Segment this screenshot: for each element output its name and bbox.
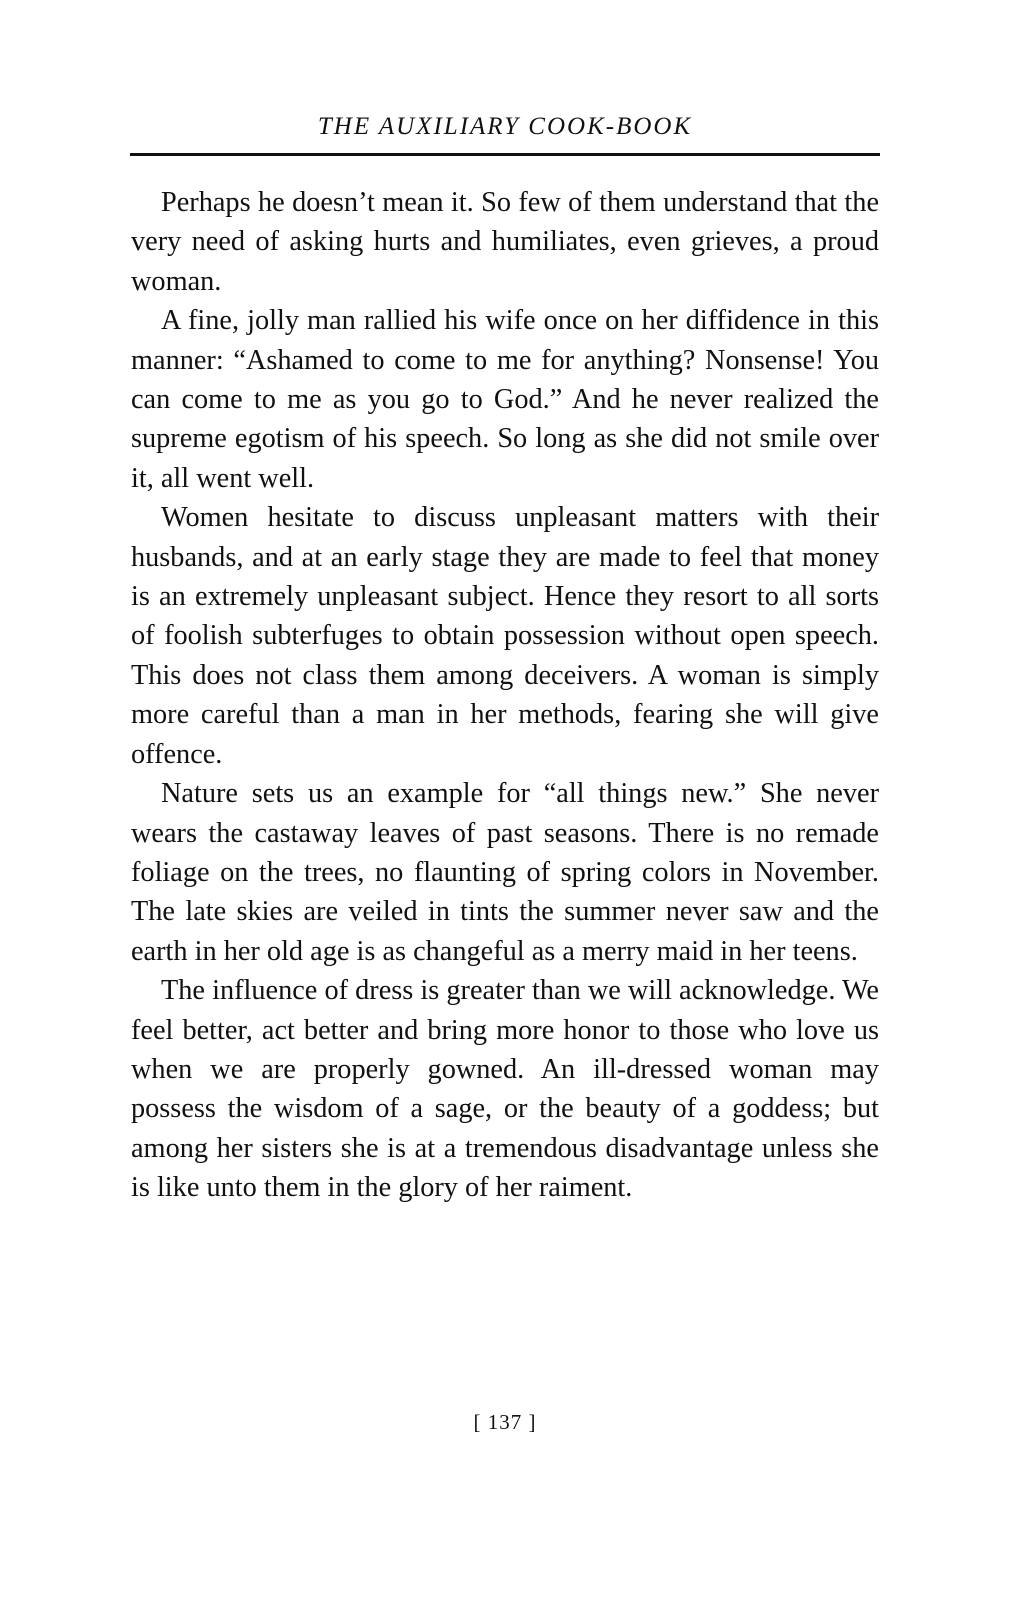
page-number: [ 137 ] xyxy=(473,1410,537,1434)
paragraph-4: Nature sets us an example for “all things new.” She never wears the castaway leaves of past seasons. There is no remade foliage on the trees, no flaunting of spring colors in November. The late skies are veiled in tints the summer never saw and the earth in her old age is as changeful as a merry maid in her teens. xyxy=(131,778,879,967)
running-title: THE AUXILIARY COOK-BOOK xyxy=(317,113,693,140)
header-rule xyxy=(130,153,880,156)
paragraph-1: Perhaps he doesn’t mean it. So few of them understand that the very need of asking hurts and humiliates, even grieves, a proud woman. xyxy=(131,187,879,297)
paragraph-2: A fine, jolly man rallied his wife once on her diffidence in this manner: “Ashamed to come to me for anything? Nonsense! You can come to me as you go to God.” And he never realized the supreme egotism of his speech. So long as she did not smile over it, all went well. xyxy=(131,305,879,494)
paragraph-5: The influence of dress is greater than we will acknowledge. We feel better, act better and bring more honor to those who love us when we are properly gowned. An ill-dressed woman may possess the wisdom of a sage, or the beauty of a goddess; but among her sisters she is at a tremendous disadvantage unless she is like unto them in the glory of her raiment. xyxy=(131,975,879,1204)
body-text xyxy=(131,183,879,1208)
paragraph-3: Women hesitate to discuss unpleasant matters with their husbands, and at an early stage they are made to feel that money is an extremely unpleasant subject. Hence they resort to all sorts of foolish subterfuges to obtain possession without open speech. This does not class them among deceivers. A woman is simply more careful than a man in her methods, fearing she will give offence. xyxy=(131,502,879,770)
